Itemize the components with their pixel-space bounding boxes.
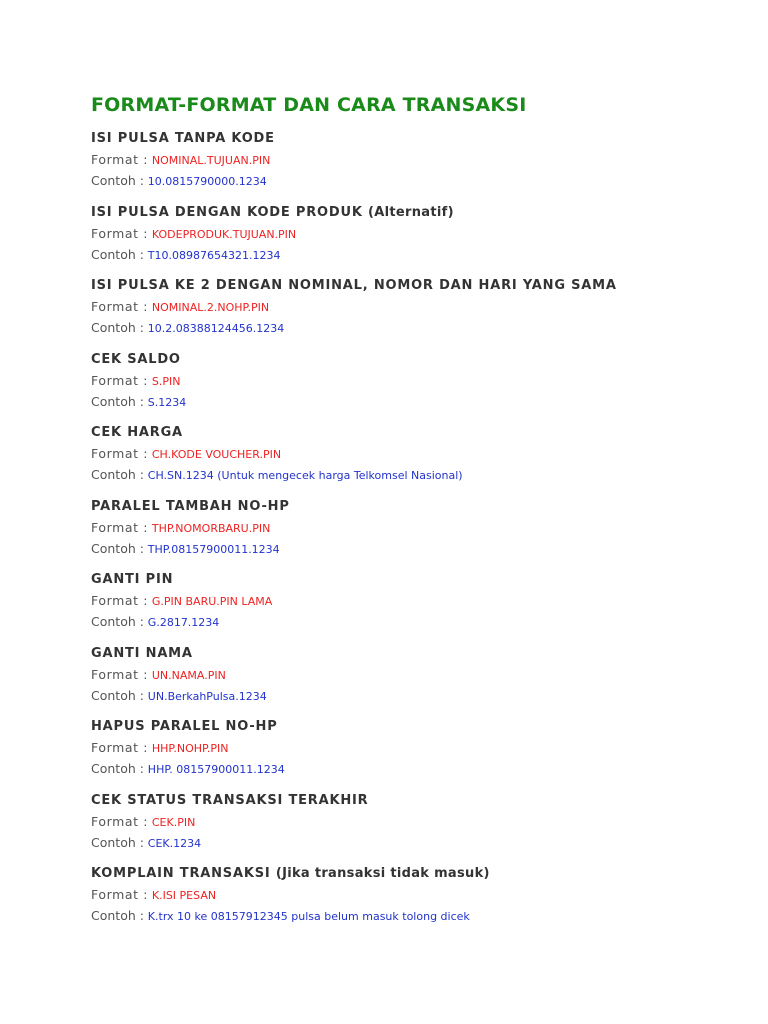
format-row bbox=[91, 299, 751, 315]
section-cek-harga bbox=[91, 425, 751, 499]
section-isi-pulsa-ke-2 bbox=[91, 278, 751, 352]
section-ganti-pin bbox=[91, 572, 751, 646]
example-row bbox=[91, 614, 751, 630]
example-row bbox=[91, 835, 751, 851]
section-ganti-nama bbox=[91, 646, 751, 720]
section-heading bbox=[91, 205, 751, 221]
format-value: CH.KODE VOUCHER.PIN bbox=[151, 448, 282, 461]
format-value: NOMINAL.TUJUAN.PIN bbox=[151, 154, 271, 167]
section-heading-text: ISI PULSA DENGAN KODE PRODUK bbox=[91, 204, 363, 220]
format-value: THP.NOMORBARU.PIN bbox=[151, 521, 271, 535]
format-label: Format : bbox=[91, 152, 149, 167]
format-label: Format : bbox=[91, 372, 149, 388]
format-label: Format : bbox=[91, 225, 149, 241]
example-row bbox=[91, 247, 751, 263]
section-heading-text: PARALEL TAMBAH NO-HP bbox=[91, 498, 290, 514]
example-value: CH.SN.1234 (Untuk mengecek harga Telkomsel Nasional) bbox=[147, 469, 463, 482]
section-heading-text: CEK SALDO bbox=[91, 351, 181, 367]
section-heading bbox=[91, 131, 751, 147]
format-row bbox=[91, 446, 751, 462]
section-paralel-tambah-nohp bbox=[91, 499, 751, 573]
section-heading-text: CEK STATUS TRANSAKSI TERAKHIR bbox=[91, 792, 369, 808]
format-value: CEK.PIN bbox=[151, 815, 196, 829]
section-heading-note: (Alternatif) bbox=[368, 204, 454, 220]
format-row bbox=[91, 373, 751, 389]
section-heading bbox=[91, 866, 751, 882]
format-row bbox=[91, 152, 751, 168]
format-value: S.PIN bbox=[151, 374, 181, 388]
example-value: THP.08157900011.1234 bbox=[147, 542, 280, 556]
format-row bbox=[91, 667, 751, 683]
document-page bbox=[91, 92, 751, 940]
example-label: Contoh : bbox=[91, 614, 144, 629]
section-heading bbox=[91, 793, 751, 809]
example-row bbox=[91, 394, 751, 410]
section-cek-status-transaksi bbox=[91, 793, 751, 867]
format-label: Format : bbox=[91, 887, 149, 902]
format-label: Format : bbox=[91, 446, 149, 461]
format-label: Format : bbox=[91, 666, 149, 682]
section-heading bbox=[91, 278, 751, 294]
example-value: CEK.1234 bbox=[147, 836, 202, 850]
section-heading-text: KOMPLAIN TRANSAKSI bbox=[91, 866, 271, 881]
format-label: Format : bbox=[91, 593, 149, 608]
format-label: Format : bbox=[91, 519, 149, 535]
format-value: G.PIN BARU.PIN LAMA bbox=[151, 595, 273, 608]
section-heading-text: ISI PULSA KE 2 DENGAN NOMINAL, NOMOR DAN HARI YANG SAMA bbox=[91, 278, 617, 293]
example-label: Contoh : bbox=[91, 393, 144, 409]
page-title: FORMAT-FORMAT DAN CARA TRANSAKSI bbox=[91, 94, 527, 116]
format-label: Format : bbox=[91, 813, 149, 829]
example-row bbox=[91, 173, 751, 189]
example-label: Contoh : bbox=[91, 908, 144, 923]
format-row bbox=[91, 887, 751, 903]
section-heading-text: ISI PULSA TANPA KODE bbox=[91, 131, 275, 146]
section-heading-text: GANTI PIN bbox=[91, 572, 174, 587]
example-label: Contoh : bbox=[91, 467, 144, 482]
section-heading bbox=[91, 352, 751, 368]
example-value: UN.BerkahPulsa.1234 bbox=[147, 689, 267, 703]
section-heading-text: GANTI NAMA bbox=[91, 645, 193, 661]
example-value: S.1234 bbox=[147, 395, 187, 409]
format-value: NOMINAL.2.NOHP.PIN bbox=[151, 301, 270, 314]
format-label: Format : bbox=[91, 740, 149, 755]
example-label: Contoh : bbox=[91, 687, 144, 703]
section-isi-pulsa-kode-produk bbox=[91, 205, 751, 279]
format-value: KODEPRODUK.TUJUAN.PIN bbox=[151, 227, 297, 241]
example-value: K.trx 10 ke 08157912345 pulsa belum masuk tolong dicek bbox=[147, 910, 470, 923]
example-value: T10.08987654321.1234 bbox=[147, 248, 281, 262]
format-row bbox=[91, 740, 751, 756]
example-value: HHP. 08157900011.1234 bbox=[147, 763, 285, 776]
section-cek-saldo bbox=[91, 352, 751, 426]
example-value: G.2817.1234 bbox=[147, 616, 220, 629]
section-heading bbox=[91, 646, 751, 662]
example-label: Contoh : bbox=[91, 761, 144, 776]
section-heading-note: (Jika transaksi tidak masuk) bbox=[275, 866, 490, 881]
format-row bbox=[91, 520, 751, 536]
format-value: K.ISI PESAN bbox=[151, 889, 217, 902]
format-value: HHP.NOHP.PIN bbox=[151, 742, 229, 755]
section-heading bbox=[91, 572, 751, 588]
format-label: Format : bbox=[91, 299, 149, 314]
section-isi-pulsa-tanpa-kode bbox=[91, 131, 751, 205]
format-row bbox=[91, 226, 751, 242]
example-label: Contoh : bbox=[91, 173, 144, 188]
example-row bbox=[91, 688, 751, 704]
section-heading bbox=[91, 425, 751, 441]
example-value: 10.2.08388124456.1234 bbox=[147, 322, 285, 335]
section-hapus-paralel-nohp bbox=[91, 719, 751, 793]
example-label: Contoh : bbox=[91, 540, 144, 556]
example-row bbox=[91, 320, 751, 336]
format-value: UN.NAMA.PIN bbox=[151, 668, 226, 682]
section-komplain-transaksi bbox=[91, 866, 751, 940]
section-heading-text: HAPUS PARALEL NO-HP bbox=[91, 719, 278, 734]
example-row bbox=[91, 467, 751, 483]
example-row bbox=[91, 761, 751, 777]
format-row bbox=[91, 593, 751, 609]
example-label: Contoh : bbox=[91, 834, 144, 850]
example-value: 10.0815790000.1234 bbox=[147, 175, 267, 188]
section-heading bbox=[91, 719, 751, 735]
example-label: Contoh : bbox=[91, 246, 144, 262]
section-heading-text: CEK HARGA bbox=[91, 425, 183, 440]
example-row bbox=[91, 908, 751, 924]
example-row bbox=[91, 541, 751, 557]
example-label: Contoh : bbox=[91, 320, 144, 335]
format-row bbox=[91, 814, 751, 830]
section-heading bbox=[91, 499, 751, 515]
